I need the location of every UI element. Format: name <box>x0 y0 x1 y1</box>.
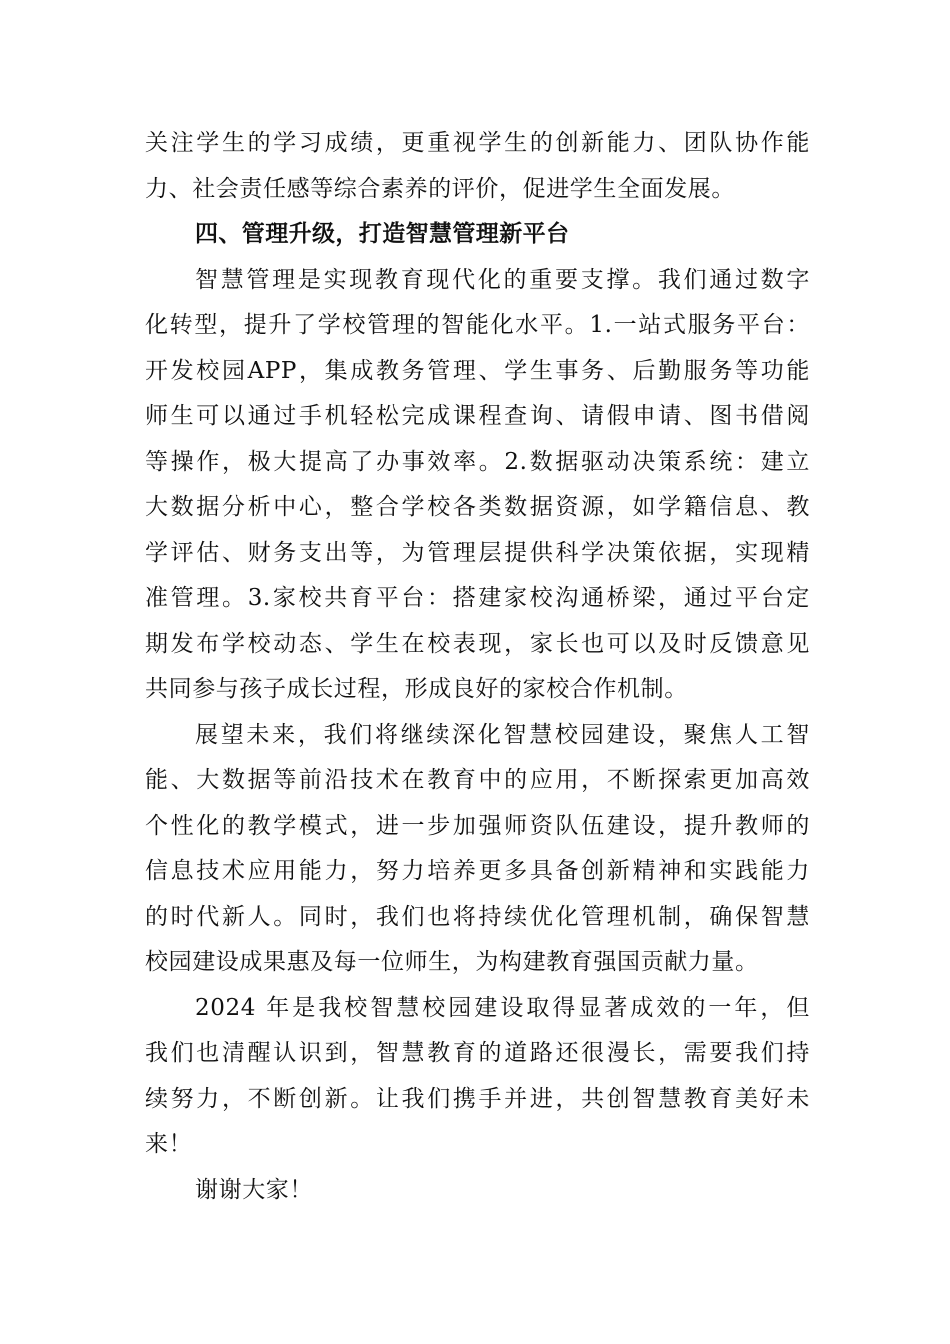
text-line: 大数据分析中心，整合学校各类数据资源，如学籍信息、教 <box>145 494 810 520</box>
text-line: 我们也清醒认识到，智慧教育的道路还很漫长，需要我们持 <box>145 1040 810 1066</box>
text-line: 智慧管理是实现教育现代化的重要支撑。我们通过数字 <box>195 266 810 293</box>
text-line: 续努力，不断创新。让我们携手并进，共创智慧教育美好未 <box>145 1085 810 1112</box>
closing-line: 谢谢大家！ <box>195 1176 313 1203</box>
text-line: 校园建设成果惠及每一位师生，为构建教育强国贡献力量。 <box>145 949 759 975</box>
text-line: 的时代新人。同时，我们也将持续优化管理机制，确保智慧 <box>145 903 810 930</box>
text-line: 展望未来，我们将继续深化智慧校园建设，聚焦人工智 <box>195 721 810 748</box>
text-line: 关注学生的学习成绩，更重视学生的创新能力、团队协作能 <box>145 130 810 156</box>
text-line: 来！ <box>145 1131 193 1157</box>
text-line: 期发布学校动态、学生在校表现，家长也可以及时反馈意见 <box>145 630 810 657</box>
text-line: 化转型，提升了学校管理的智能化水平。1.一站式服务平台： <box>145 312 810 338</box>
text-line: 力、社会责任感等综合素养的评价，促进学生全面发展。 <box>145 175 735 202</box>
text-line: 信息技术应用能力，努力培养更多具备创新精神和实践能力 <box>145 858 810 884</box>
text-line: 2024 年是我校智慧校园建设取得显著成效的一年，但 <box>195 994 810 1021</box>
document-body <box>145 121 810 1213</box>
section-heading: 四、管理升级，打造智慧管理新平台 <box>195 221 570 247</box>
text-line: 开发校园APP，集成教务管理、学生事务、后勤服务等功能 <box>145 357 810 384</box>
text-line: 共同参与孩子成长过程，形成良好的家校合作机制。 <box>145 676 688 702</box>
text-line: 准管理。3.家校共育平台：搭建家校沟通桥梁，通过平台定 <box>145 585 810 611</box>
text-line: 学评估、财务支出等，为管理层提供科学决策依据，实现精 <box>145 539 810 566</box>
text-line: 师生可以通过手机轻松完成课程查询、请假申请、图书借阅 <box>145 403 810 429</box>
text-line: 能、大数据等前沿技术在教育中的应用，不断探索更加高效 <box>145 767 810 793</box>
text-line: 等操作，极大提高了办事效率。2.数据驱动决策系统：建立 <box>145 448 810 475</box>
text-line: 个性化的教学模式，进一步加强师资队伍建设，提升教师的 <box>145 812 810 839</box>
